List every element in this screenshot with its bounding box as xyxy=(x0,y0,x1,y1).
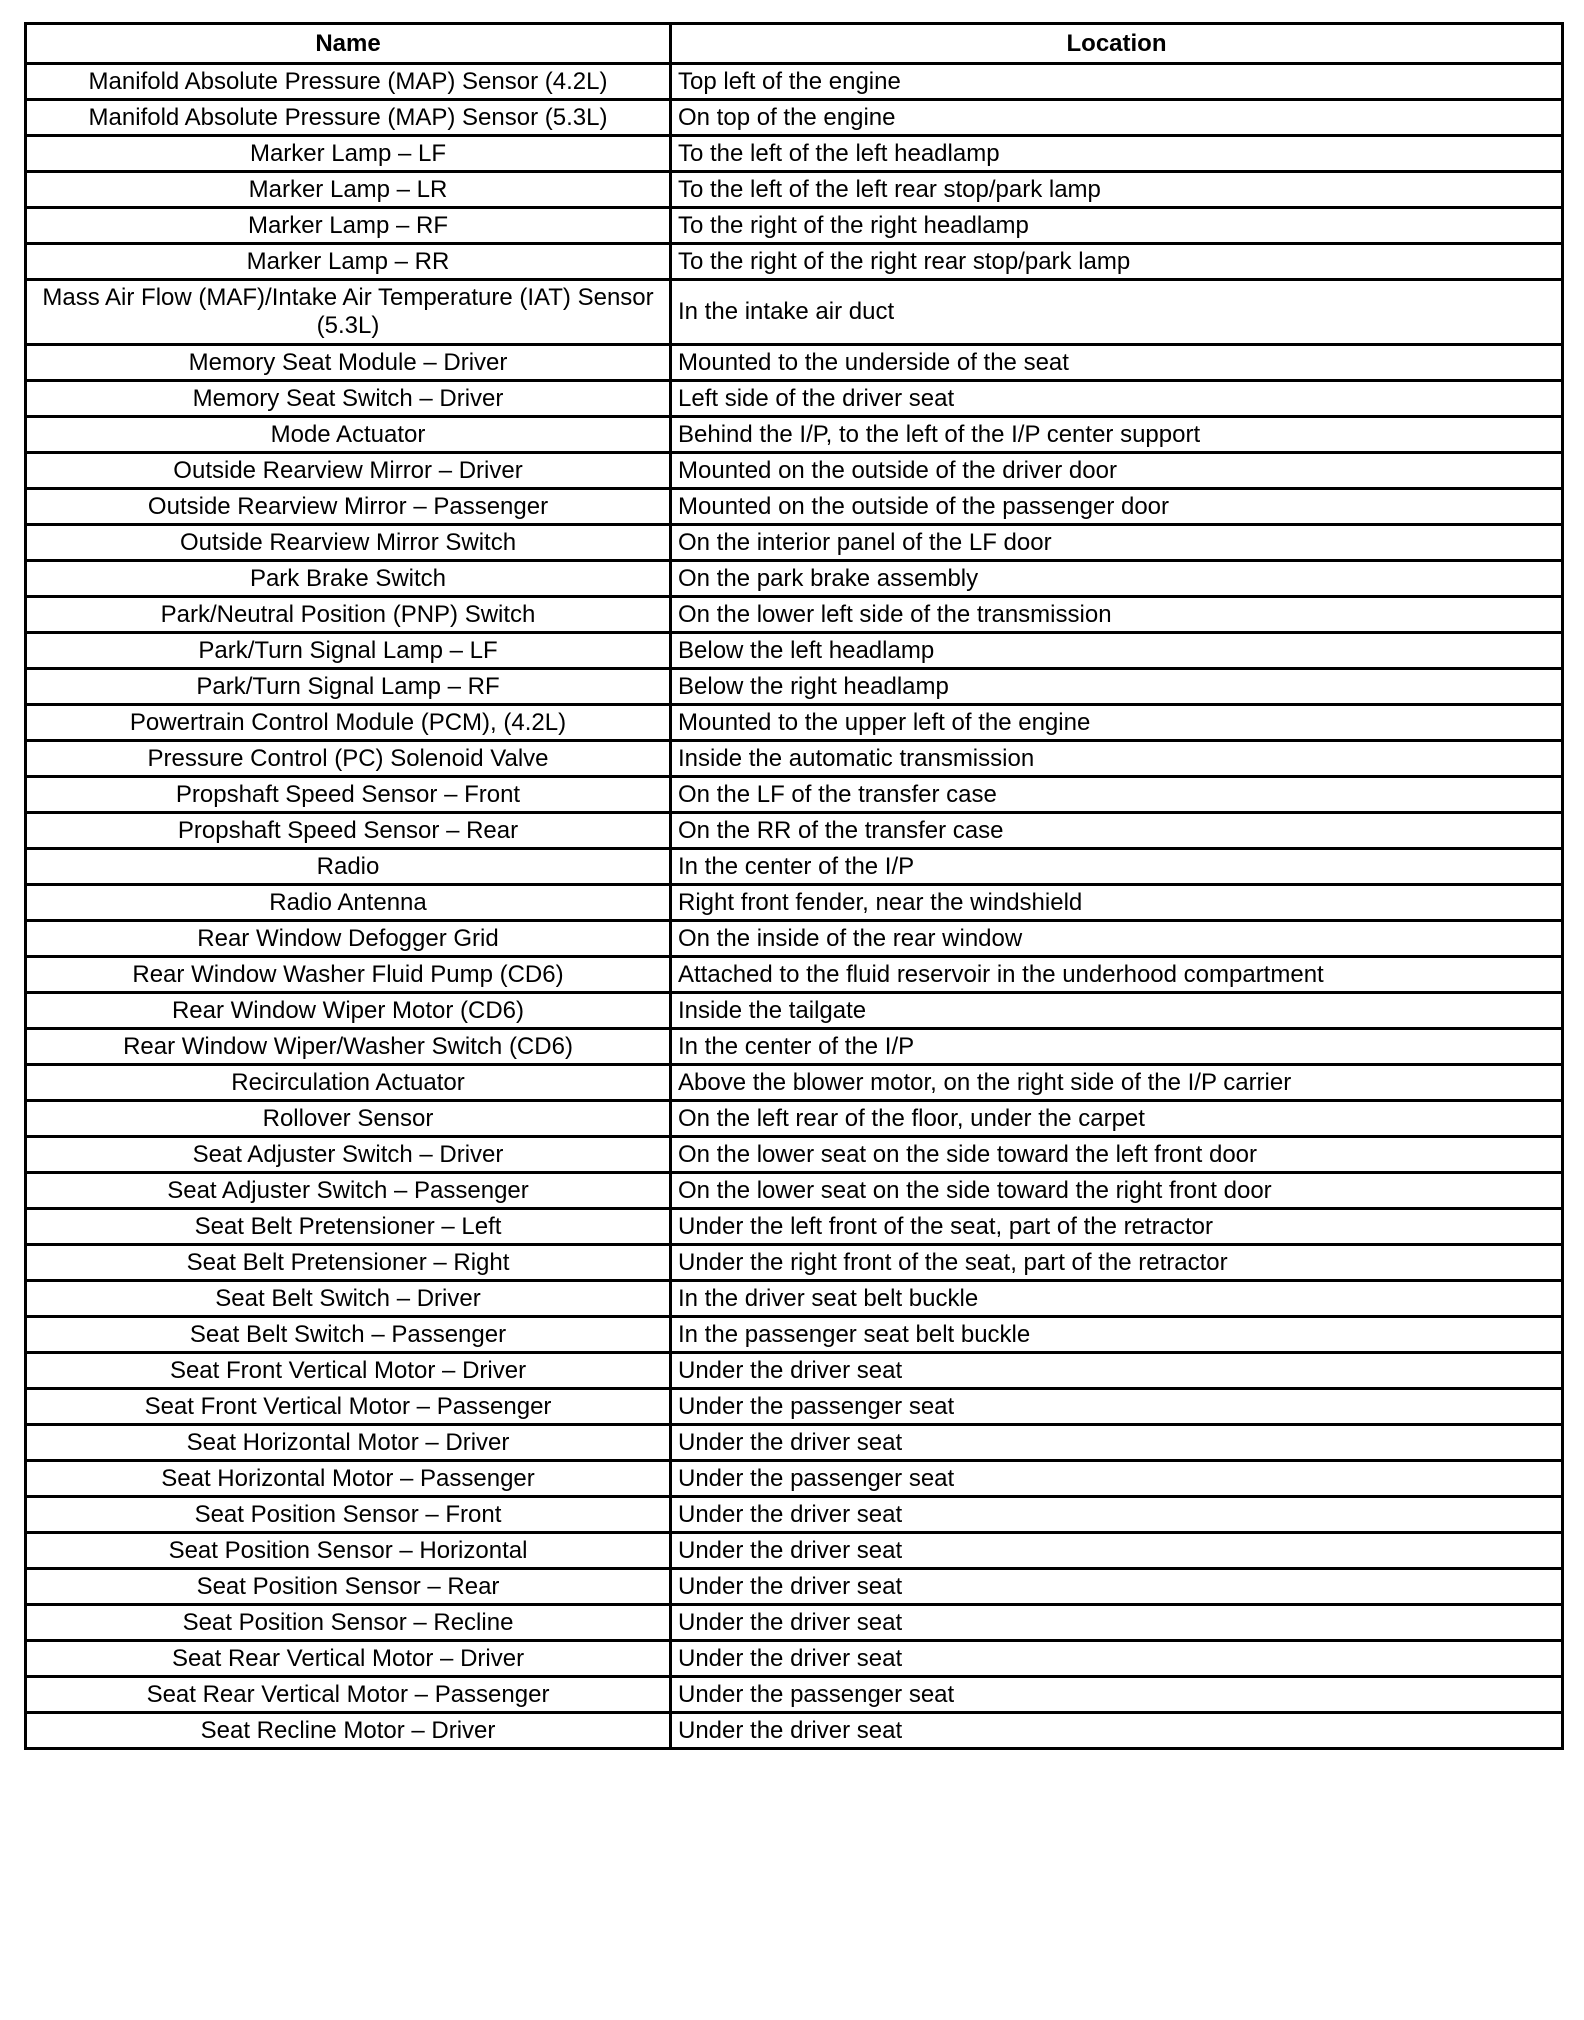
table-row xyxy=(26,1245,1563,1281)
cell-component-location: Right front fender, near the windshield xyxy=(671,885,1563,921)
table-row xyxy=(26,1173,1563,1209)
cell-component-location: In the center of the I/P xyxy=(671,1029,1563,1065)
table-row xyxy=(26,813,1563,849)
table-row xyxy=(26,525,1563,561)
table-row xyxy=(26,705,1563,741)
cell-component-name: Marker Lamp – LR xyxy=(26,172,671,208)
cell-component-location: Under the driver seat xyxy=(671,1353,1563,1389)
cell-component-name: Powertrain Control Module (PCM), (4.2L) xyxy=(26,705,671,741)
table-row xyxy=(26,1461,1563,1497)
table-row xyxy=(26,100,1563,136)
table-row xyxy=(26,1353,1563,1389)
cell-component-location: On the inside of the rear window xyxy=(671,921,1563,957)
table-row xyxy=(26,1137,1563,1173)
cell-component-location: To the left of the left rear stop/park lamp xyxy=(671,172,1563,208)
cell-component-location: Under the driver seat xyxy=(671,1569,1563,1605)
table-row xyxy=(26,453,1563,489)
cell-component-name: Seat Position Sensor – Front xyxy=(26,1497,671,1533)
cell-component-name: Seat Horizontal Motor – Driver xyxy=(26,1425,671,1461)
table-row xyxy=(26,208,1563,244)
table-row xyxy=(26,777,1563,813)
cell-component-location: Under the passenger seat xyxy=(671,1461,1563,1497)
table-row xyxy=(26,1497,1563,1533)
cell-component-location: Mounted to the upper left of the engine xyxy=(671,705,1563,741)
cell-component-name: Rollover Sensor xyxy=(26,1101,671,1137)
cell-component-location: In the driver seat belt buckle xyxy=(671,1281,1563,1317)
cell-component-name: Outside Rearview Mirror Switch xyxy=(26,525,671,561)
cell-component-name: Seat Belt Switch – Driver xyxy=(26,1281,671,1317)
table-row xyxy=(26,1569,1563,1605)
table-row xyxy=(26,280,1563,345)
cell-component-name: Seat Rear Vertical Motor – Driver xyxy=(26,1641,671,1677)
table-body xyxy=(26,64,1563,1749)
table-row xyxy=(26,1425,1563,1461)
cell-component-location: Under the driver seat xyxy=(671,1497,1563,1533)
cell-component-name: Seat Recline Motor – Driver xyxy=(26,1713,671,1749)
column-header-name: Name xyxy=(26,24,671,64)
cell-component-location: Under the driver seat xyxy=(671,1425,1563,1461)
cell-component-name: Marker Lamp – LF xyxy=(26,136,671,172)
cell-component-location: Left side of the driver seat xyxy=(671,381,1563,417)
cell-component-name: Manifold Absolute Pressure (MAP) Sensor (5.3L) xyxy=(26,100,671,136)
cell-component-location: On the interior panel of the LF door xyxy=(671,525,1563,561)
cell-component-location: On the lower seat on the side toward the left front door xyxy=(671,1137,1563,1173)
cell-component-location: Inside the tailgate xyxy=(671,993,1563,1029)
cell-component-location: On the LF of the transfer case xyxy=(671,777,1563,813)
cell-component-location: Attached to the fluid reservoir in the underhood compartment xyxy=(671,957,1563,993)
table-row xyxy=(26,741,1563,777)
cell-component-name: Outside Rearview Mirror – Driver xyxy=(26,453,671,489)
cell-component-location: Mounted to the underside of the seat xyxy=(671,345,1563,381)
cell-component-name: Outside Rearview Mirror – Passenger xyxy=(26,489,671,525)
table-row xyxy=(26,1281,1563,1317)
cell-component-name: Seat Front Vertical Motor – Passenger xyxy=(26,1389,671,1425)
table-row xyxy=(26,1533,1563,1569)
cell-component-location: Under the passenger seat xyxy=(671,1677,1563,1713)
table-row xyxy=(26,1677,1563,1713)
cell-component-name: Propshaft Speed Sensor – Front xyxy=(26,777,671,813)
cell-component-name: Park/Neutral Position (PNP) Switch xyxy=(26,597,671,633)
table-row xyxy=(26,993,1563,1029)
cell-component-name: Rear Window Wiper/Washer Switch (CD6) xyxy=(26,1029,671,1065)
cell-component-location: In the passenger seat belt buckle xyxy=(671,1317,1563,1353)
cell-component-name: Seat Position Sensor – Horizontal xyxy=(26,1533,671,1569)
table-row xyxy=(26,669,1563,705)
cell-component-name: Park/Turn Signal Lamp – LF xyxy=(26,633,671,669)
cell-component-name: Propshaft Speed Sensor – Rear xyxy=(26,813,671,849)
cell-component-name: Park Brake Switch xyxy=(26,561,671,597)
table-row xyxy=(26,1641,1563,1677)
cell-component-location: On the park brake assembly xyxy=(671,561,1563,597)
cell-component-name: Seat Position Sensor – Rear xyxy=(26,1569,671,1605)
table-header-row xyxy=(26,24,1563,64)
table-row xyxy=(26,172,1563,208)
table-row xyxy=(26,1065,1563,1101)
cell-component-location: Under the right front of the seat, part of the retractor xyxy=(671,1245,1563,1281)
cell-component-location: Under the driver seat xyxy=(671,1605,1563,1641)
cell-component-name: Rear Window Washer Fluid Pump (CD6) xyxy=(26,957,671,993)
cell-component-name: Seat Belt Pretensioner – Left xyxy=(26,1209,671,1245)
cell-component-name: Seat Adjuster Switch – Driver xyxy=(26,1137,671,1173)
cell-component-name: Seat Belt Pretensioner – Right xyxy=(26,1245,671,1281)
table-row xyxy=(26,1029,1563,1065)
cell-component-name: Park/Turn Signal Lamp – RF xyxy=(26,669,671,705)
table-row xyxy=(26,1605,1563,1641)
cell-component-location: Mounted on the outside of the driver door xyxy=(671,453,1563,489)
cell-component-name: Rear Window Defogger Grid xyxy=(26,921,671,957)
cell-component-name: Memory Seat Switch – Driver xyxy=(26,381,671,417)
cell-component-location: In the center of the I/P xyxy=(671,849,1563,885)
cell-component-name: Mass Air Flow (MAF)/Intake Air Temperature (IAT) Sensor (5.3L) xyxy=(26,280,671,345)
component-location-table xyxy=(24,22,1564,1750)
cell-component-location: To the left of the left headlamp xyxy=(671,136,1563,172)
cell-component-location: Above the blower motor, on the right side of the I/P carrier xyxy=(671,1065,1563,1101)
component-location-table-wrapper xyxy=(24,22,1561,1750)
table-row xyxy=(26,381,1563,417)
table-row xyxy=(26,849,1563,885)
cell-component-location: Mounted on the outside of the passenger door xyxy=(671,489,1563,525)
cell-component-location: Under the driver seat xyxy=(671,1713,1563,1749)
cell-component-location: In the intake air duct xyxy=(671,280,1563,345)
cell-component-name: Seat Front Vertical Motor – Driver xyxy=(26,1353,671,1389)
cell-component-name: Recirculation Actuator xyxy=(26,1065,671,1101)
cell-component-name: Seat Horizontal Motor – Passenger xyxy=(26,1461,671,1497)
cell-component-location: On top of the engine xyxy=(671,100,1563,136)
table-row xyxy=(26,921,1563,957)
cell-component-name: Marker Lamp – RR xyxy=(26,244,671,280)
table-row xyxy=(26,64,1563,100)
cell-component-name: Pressure Control (PC) Solenoid Valve xyxy=(26,741,671,777)
cell-component-name: Seat Position Sensor – Recline xyxy=(26,1605,671,1641)
cell-component-location: To the right of the right rear stop/park lamp xyxy=(671,244,1563,280)
table-row xyxy=(26,885,1563,921)
table-row xyxy=(26,244,1563,280)
cell-component-location: On the RR of the transfer case xyxy=(671,813,1563,849)
table-row xyxy=(26,489,1563,525)
table-row xyxy=(26,1713,1563,1749)
table-row xyxy=(26,633,1563,669)
cell-component-name: Manifold Absolute Pressure (MAP) Sensor (4.2L) xyxy=(26,64,671,100)
table-row xyxy=(26,1209,1563,1245)
table-row xyxy=(26,136,1563,172)
cell-component-name: Mode Actuator xyxy=(26,417,671,453)
table-row xyxy=(26,1317,1563,1353)
cell-component-name: Seat Belt Switch – Passenger xyxy=(26,1317,671,1353)
cell-component-location: Under the driver seat xyxy=(671,1641,1563,1677)
cell-component-location: Below the left headlamp xyxy=(671,633,1563,669)
table-row xyxy=(26,345,1563,381)
cell-component-location: Below the right headlamp xyxy=(671,669,1563,705)
cell-component-location: Top left of the engine xyxy=(671,64,1563,100)
cell-component-name: Seat Adjuster Switch – Passenger xyxy=(26,1173,671,1209)
cell-component-location: Under the left front of the seat, part of the retractor xyxy=(671,1209,1563,1245)
table-row xyxy=(26,1101,1563,1137)
table-row xyxy=(26,417,1563,453)
cell-component-location: On the lower left side of the transmission xyxy=(671,597,1563,633)
cell-component-name: Rear Window Wiper Motor (CD6) xyxy=(26,993,671,1029)
cell-component-name: Marker Lamp – RF xyxy=(26,208,671,244)
cell-component-location: Under the driver seat xyxy=(671,1533,1563,1569)
table-row xyxy=(26,597,1563,633)
cell-component-location: On the lower seat on the side toward the right front door xyxy=(671,1173,1563,1209)
table-row xyxy=(26,957,1563,993)
cell-component-name: Seat Rear Vertical Motor – Passenger xyxy=(26,1677,671,1713)
table-row xyxy=(26,561,1563,597)
cell-component-location: On the left rear of the floor, under the carpet xyxy=(671,1101,1563,1137)
cell-component-name: Radio Antenna xyxy=(26,885,671,921)
cell-component-location: Behind the I/P, to the left of the I/P center support xyxy=(671,417,1563,453)
table-row xyxy=(26,1389,1563,1425)
cell-component-location: Under the passenger seat xyxy=(671,1389,1563,1425)
cell-component-location: To the right of the right headlamp xyxy=(671,208,1563,244)
cell-component-name: Radio xyxy=(26,849,671,885)
column-header-location: Location xyxy=(671,24,1563,64)
cell-component-location: Inside the automatic transmission xyxy=(671,741,1563,777)
cell-component-name: Memory Seat Module – Driver xyxy=(26,345,671,381)
